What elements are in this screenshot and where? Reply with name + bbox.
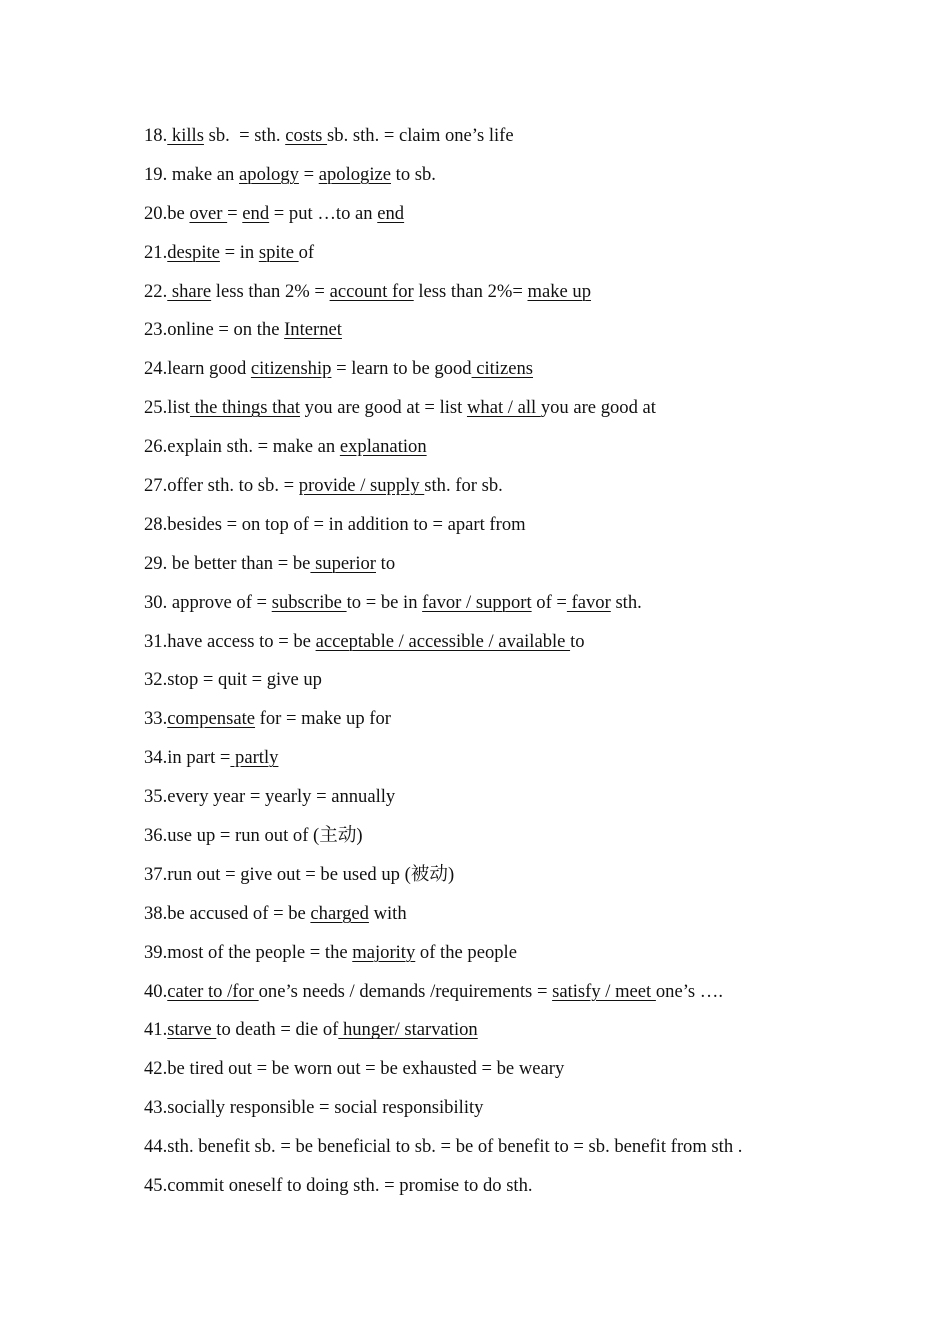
underlined-phrase: what / all bbox=[466, 397, 541, 419]
phrase-line bbox=[144, 239, 904, 278]
phrase-line bbox=[144, 161, 904, 200]
phrase-text: with bbox=[368, 902, 407, 924]
phrase-text: 37.run out = give out = be used up (被动) bbox=[144, 863, 455, 885]
underlined-phrase: superior bbox=[310, 552, 376, 574]
phrase-text: 24.learn good bbox=[144, 358, 251, 380]
phrase-line bbox=[144, 511, 904, 550]
underlined-phrase: Internet bbox=[284, 319, 342, 341]
phrase-text: to sb. bbox=[391, 163, 436, 185]
phrase-line bbox=[144, 1094, 904, 1133]
phrase-text: 31.have access to = be bbox=[144, 630, 316, 652]
phrase-line bbox=[144, 550, 904, 589]
phrase-text: one’s needs / demands /requirements = bbox=[258, 980, 553, 1002]
phrase-text: 34.in part = bbox=[144, 747, 231, 769]
underlined-phrase: end bbox=[242, 202, 270, 224]
underlined-phrase: starve bbox=[167, 1019, 217, 1041]
underlined-phrase: apologize bbox=[318, 163, 391, 185]
phrase-text: 44.sth. benefit sb. = be beneficial to sb. = be of benefit to = sb. benefit from sth . bbox=[144, 1136, 743, 1158]
phrase-line bbox=[144, 861, 904, 900]
underlined-phrase: cater to /for bbox=[167, 980, 259, 1002]
phrase-text: 28.besides = on top of = in addition to = apart from bbox=[144, 513, 526, 535]
underlined-phrase: over bbox=[189, 202, 228, 224]
phrase-line bbox=[144, 978, 904, 1017]
phrase-text: 18. bbox=[144, 125, 168, 146]
underlined-phrase: citizenship bbox=[250, 358, 332, 380]
underlined-phrase: spite bbox=[258, 241, 299, 263]
phrase-text: 35.every year = yearly = annually bbox=[144, 786, 396, 808]
phrase-text: less than 2%= bbox=[413, 280, 528, 302]
underlined-phrase: satisfy / meet bbox=[552, 980, 656, 1002]
phrase-text: 40. bbox=[144, 980, 168, 1002]
phrase-line bbox=[144, 200, 904, 239]
phrase-text: 27.offer sth. to sb. = bbox=[144, 475, 299, 497]
phrase-line bbox=[144, 1133, 904, 1172]
phrase-text: 25.list bbox=[144, 397, 190, 419]
phrase-text: 32.stop = quit = give up bbox=[144, 669, 322, 691]
phrase-text: of = bbox=[531, 591, 567, 613]
phrase-text: 33. bbox=[144, 708, 168, 730]
phrase-text: 41. bbox=[144, 1019, 168, 1041]
phrase-text: 43.socially responsible = social responsibility bbox=[144, 1097, 484, 1119]
underlined-phrase: partly bbox=[230, 747, 279, 769]
underlined-phrase: majority bbox=[352, 941, 416, 963]
underlined-phrase: make up bbox=[527, 280, 592, 302]
phrase-text: less than 2% = bbox=[211, 280, 330, 302]
phrase-line bbox=[144, 394, 904, 433]
underlined-phrase: compensate bbox=[167, 708, 256, 730]
underlined-phrase: account for bbox=[329, 280, 414, 302]
phrase-text: = bbox=[298, 163, 319, 185]
phrase-text: to bbox=[376, 552, 396, 574]
underlined-phrase: citizens bbox=[471, 358, 533, 380]
phrase-text: 21. bbox=[144, 241, 168, 263]
phrase-text: one’s …. bbox=[655, 980, 724, 1002]
phrase-line bbox=[144, 122, 904, 161]
phrase-line bbox=[144, 666, 904, 705]
phrase-text: 30. approve of = bbox=[144, 591, 272, 613]
phrase-text: for = make up for bbox=[255, 708, 391, 730]
phrase-text: = bbox=[227, 202, 243, 224]
phrase-line bbox=[144, 316, 904, 355]
underlined-phrase: provide / supply bbox=[298, 475, 425, 497]
phrase-text: sth. bbox=[610, 591, 642, 613]
underlined-phrase: favor bbox=[566, 591, 611, 613]
phrase-text: to bbox=[570, 630, 585, 652]
phrase-text: of bbox=[298, 241, 315, 263]
phrase-line bbox=[144, 589, 904, 628]
underlined-phrase: favor / support bbox=[422, 591, 532, 613]
underlined-phrase: charged bbox=[310, 902, 369, 924]
phrase-text: 39.most of the people = the bbox=[144, 941, 353, 963]
phrase-line bbox=[144, 939, 904, 978]
phrase-text: 36.use up = run out of (主动) bbox=[144, 825, 363, 847]
underlined-phrase: the things that bbox=[189, 397, 300, 419]
phrase-text: = learn to be good bbox=[331, 358, 472, 380]
phrase-text: 42.be tired out = be worn out = be exhausted = be weary bbox=[144, 1058, 565, 1080]
phrase-line bbox=[144, 822, 904, 861]
phrase-line bbox=[144, 1016, 904, 1055]
phrase-list bbox=[144, 122, 904, 1211]
phrase-text: 19. make an bbox=[144, 163, 240, 185]
phrase-text: of the people bbox=[415, 941, 517, 963]
phrase-line bbox=[144, 278, 904, 317]
phrase-text: sth. for sb. bbox=[424, 475, 503, 497]
phrase-text: 45.commit oneself to doing sth. = promise to do sth. bbox=[144, 1175, 533, 1197]
underlined-phrase: costs bbox=[285, 125, 328, 146]
phrase-line bbox=[144, 472, 904, 511]
underlined-phrase: subscribe bbox=[271, 591, 347, 613]
phrase-line bbox=[144, 628, 904, 667]
phrase-text: you are good at bbox=[540, 397, 656, 419]
phrase-text: 38.be accused of = be bbox=[144, 902, 311, 924]
underlined-phrase: despite bbox=[167, 241, 220, 263]
phrase-text: = in bbox=[219, 241, 259, 263]
phrase-text: 23.online = on the bbox=[144, 319, 285, 341]
underlined-phrase: apology bbox=[239, 163, 299, 185]
phrase-text: sb. sth. = claim one’s life bbox=[327, 125, 514, 146]
underlined-phrase: end bbox=[377, 202, 405, 224]
phrase-line bbox=[144, 1172, 904, 1211]
underlined-phrase: hunger/ starvation bbox=[338, 1019, 478, 1041]
phrase-line bbox=[144, 433, 904, 472]
phrase-text: to death = die of bbox=[216, 1019, 339, 1041]
phrase-line bbox=[144, 705, 904, 744]
phrase-text: you are good at = list bbox=[300, 397, 467, 419]
underlined-phrase: acceptable / accessible / available bbox=[315, 630, 571, 652]
phrase-text: = put …to an bbox=[269, 202, 378, 224]
underlined-phrase: share bbox=[167, 280, 212, 302]
phrase-text: 26.explain sth. = make an bbox=[144, 436, 340, 458]
phrase-line bbox=[144, 1055, 904, 1094]
phrase-text: 29. be better than = be bbox=[144, 552, 311, 574]
phrase-text: sb. = sth. bbox=[203, 125, 286, 146]
phrase-line bbox=[144, 783, 904, 822]
underlined-phrase: kills bbox=[167, 125, 204, 146]
phrase-text: 20.be bbox=[144, 202, 190, 224]
phrase-text: 22. bbox=[144, 280, 168, 302]
phrase-text: to = be in bbox=[346, 591, 423, 613]
phrase-line bbox=[144, 900, 904, 939]
underlined-phrase: explanation bbox=[339, 436, 427, 458]
phrase-line bbox=[144, 355, 904, 394]
phrase-line bbox=[144, 744, 904, 783]
